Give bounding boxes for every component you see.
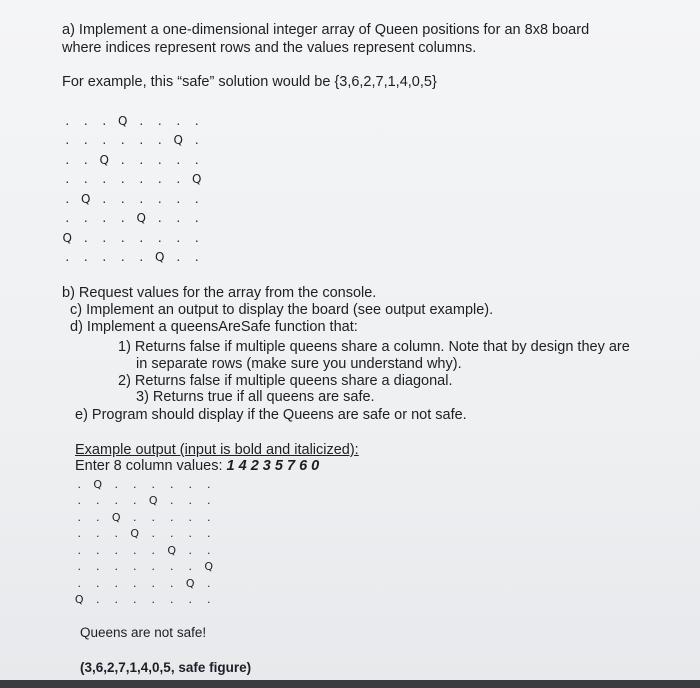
empty-cell: . bbox=[133, 593, 137, 607]
empty-cell: . bbox=[139, 172, 144, 187]
queen-cell: Q bbox=[74, 593, 84, 607]
empty-cell: . bbox=[133, 560, 137, 574]
empty-cell: . bbox=[151, 576, 155, 590]
empty-cell: . bbox=[102, 211, 107, 226]
empty-cell: . bbox=[207, 543, 211, 557]
empty-cell: . bbox=[77, 576, 81, 590]
part-b: b) Request values for the array from the console. bbox=[62, 285, 377, 301]
empty-cell: . bbox=[120, 152, 125, 167]
empty-cell: . bbox=[120, 250, 125, 265]
board-row bbox=[58, 248, 206, 268]
board-row bbox=[58, 170, 206, 190]
empty-cell: . bbox=[96, 560, 100, 574]
example-output-prompt-line bbox=[75, 458, 319, 475]
empty-cell: . bbox=[77, 494, 81, 508]
empty-cell: . bbox=[151, 593, 155, 607]
empty-cell: . bbox=[157, 133, 162, 148]
empty-cell: . bbox=[133, 576, 137, 590]
queen-cell: Q bbox=[148, 494, 158, 508]
empty-cell: . bbox=[151, 543, 155, 557]
empty-cell: . bbox=[170, 494, 174, 508]
empty-cell: . bbox=[194, 211, 199, 226]
empty-cell: . bbox=[114, 477, 118, 491]
empty-cell: . bbox=[176, 113, 181, 128]
empty-cell: . bbox=[139, 113, 144, 128]
board-row bbox=[58, 150, 206, 170]
part-c: c) Implement an output to display the board (see output example). bbox=[70, 302, 494, 318]
empty-cell: . bbox=[96, 494, 100, 508]
queen-board-output bbox=[70, 476, 218, 608]
empty-cell: . bbox=[207, 510, 211, 524]
part-a-example: For example, this “safe” solution would be {3,6,2,7,1,4,0,5} bbox=[62, 74, 437, 90]
empty-cell: . bbox=[188, 593, 192, 607]
queen-cell: Q bbox=[192, 172, 202, 187]
empty-cell: . bbox=[170, 527, 174, 541]
empty-cell: . bbox=[114, 560, 118, 574]
empty-cell: . bbox=[207, 494, 211, 508]
empty-cell: . bbox=[83, 152, 88, 167]
empty-cell: . bbox=[102, 113, 107, 128]
board-row bbox=[58, 111, 206, 131]
empty-cell: . bbox=[176, 152, 181, 167]
empty-cell: . bbox=[77, 560, 81, 574]
empty-cell: . bbox=[65, 113, 70, 128]
part-d1-line1: 1) Returns false if multiple queens share a column. Note that by design they are bbox=[118, 339, 630, 355]
board-row bbox=[70, 575, 218, 592]
empty-cell: . bbox=[139, 250, 144, 265]
empty-cell: . bbox=[207, 576, 211, 590]
empty-cell: . bbox=[133, 494, 137, 508]
board-row bbox=[58, 189, 206, 209]
empty-cell: . bbox=[157, 113, 162, 128]
part-d: d) Implement a queensAreSafe function that: bbox=[70, 319, 358, 335]
empty-cell: . bbox=[83, 230, 88, 245]
empty-cell: . bbox=[188, 510, 192, 524]
part-d3: 3) Returns true if all queens are safe. bbox=[136, 389, 375, 405]
empty-cell: . bbox=[194, 133, 199, 148]
empty-cell: . bbox=[114, 576, 118, 590]
part-e: e) Program should display if the Queens are safe or not safe. bbox=[75, 407, 467, 423]
board-row bbox=[70, 559, 218, 576]
empty-cell: . bbox=[157, 191, 162, 206]
empty-cell: . bbox=[157, 152, 162, 167]
empty-cell: . bbox=[120, 191, 125, 206]
empty-cell: . bbox=[170, 560, 174, 574]
empty-cell: . bbox=[120, 172, 125, 187]
empty-cell: . bbox=[120, 133, 125, 148]
queen-cell: Q bbox=[136, 211, 146, 226]
empty-cell: . bbox=[65, 152, 70, 167]
empty-cell: . bbox=[77, 510, 81, 524]
queen-cell: Q bbox=[155, 250, 165, 265]
empty-cell: . bbox=[83, 250, 88, 265]
board-row bbox=[70, 476, 218, 493]
part-d1-line2: in separate rows (make sure you understand why). bbox=[136, 356, 462, 372]
empty-cell: . bbox=[139, 152, 144, 167]
empty-cell: . bbox=[188, 494, 192, 508]
empty-cell: . bbox=[77, 527, 81, 541]
empty-cell: . bbox=[176, 211, 181, 226]
queen-board-example bbox=[58, 111, 206, 267]
empty-cell: . bbox=[77, 543, 81, 557]
board-row bbox=[70, 542, 218, 559]
empty-cell: . bbox=[65, 250, 70, 265]
empty-cell: . bbox=[139, 191, 144, 206]
example-output-prompt: Enter 8 column values: bbox=[75, 458, 227, 474]
empty-cell: . bbox=[157, 172, 162, 187]
example-output-result: Queens are not safe! bbox=[80, 625, 207, 640]
empty-cell: . bbox=[114, 543, 118, 557]
empty-cell: . bbox=[188, 527, 192, 541]
empty-cell: . bbox=[102, 250, 107, 265]
queen-cell: Q bbox=[185, 576, 195, 590]
part-a-line1: a) Implement a one-dimensional integer array of Queen positions for an 8x8 board bbox=[62, 22, 590, 38]
queen-cell: Q bbox=[62, 230, 72, 245]
empty-cell: . bbox=[188, 560, 192, 574]
empty-cell: . bbox=[96, 510, 100, 524]
empty-cell: . bbox=[133, 510, 137, 524]
empty-cell: . bbox=[65, 172, 70, 187]
empty-cell: . bbox=[120, 211, 125, 226]
empty-cell: . bbox=[96, 576, 100, 590]
queen-cell: Q bbox=[167, 543, 177, 557]
board-row bbox=[70, 493, 218, 510]
empty-cell: . bbox=[170, 477, 174, 491]
part-a-line2: where indices represent rows and the values represent columns. bbox=[62, 40, 477, 56]
queen-cell: Q bbox=[204, 560, 214, 574]
empty-cell: . bbox=[77, 477, 81, 491]
empty-cell: . bbox=[65, 191, 70, 206]
queen-cell: Q bbox=[81, 191, 91, 206]
board-row bbox=[70, 526, 218, 543]
empty-cell: . bbox=[188, 543, 192, 557]
empty-cell: . bbox=[102, 133, 107, 148]
example-output-heading: Example output (input is bold and italicized): bbox=[75, 442, 359, 458]
empty-cell: . bbox=[96, 593, 100, 607]
empty-cell: . bbox=[170, 510, 174, 524]
empty-cell: . bbox=[194, 230, 199, 245]
empty-cell: . bbox=[139, 133, 144, 148]
queen-cell: Q bbox=[111, 510, 121, 524]
board-row bbox=[70, 592, 218, 609]
empty-cell: . bbox=[194, 250, 199, 265]
empty-cell: . bbox=[102, 230, 107, 245]
empty-cell: . bbox=[151, 527, 155, 541]
empty-cell: . bbox=[157, 230, 162, 245]
empty-cell: . bbox=[207, 527, 211, 541]
queen-cell: Q bbox=[130, 527, 140, 541]
board-row bbox=[58, 209, 206, 229]
example-output-note: (3,6,2,7,1,4,0,5, safe figure) bbox=[80, 660, 252, 675]
empty-cell: . bbox=[102, 172, 107, 187]
empty-cell: . bbox=[194, 152, 199, 167]
empty-cell: . bbox=[151, 560, 155, 574]
empty-cell: . bbox=[83, 133, 88, 148]
empty-cell: . bbox=[96, 527, 100, 541]
empty-cell: . bbox=[114, 527, 118, 541]
empty-cell: . bbox=[133, 477, 137, 491]
empty-cell: . bbox=[65, 133, 70, 148]
empty-cell: . bbox=[114, 494, 118, 508]
example-output-input: 1 4 2 3 5 7 6 0 bbox=[226, 458, 320, 474]
empty-cell: . bbox=[176, 230, 181, 245]
queen-cell: Q bbox=[99, 152, 109, 167]
empty-cell: . bbox=[96, 543, 100, 557]
empty-cell: . bbox=[83, 113, 88, 128]
empty-cell: . bbox=[176, 191, 181, 206]
empty-cell: . bbox=[170, 593, 174, 607]
empty-cell: . bbox=[83, 211, 88, 226]
empty-cell: . bbox=[176, 250, 181, 265]
empty-cell: . bbox=[114, 593, 118, 607]
board-row bbox=[58, 131, 206, 151]
empty-cell: . bbox=[207, 477, 211, 491]
screen-bottom-edge bbox=[0, 680, 700, 688]
queen-cell: Q bbox=[118, 113, 128, 128]
queen-cell: Q bbox=[93, 477, 103, 491]
empty-cell: . bbox=[139, 230, 144, 245]
board-row bbox=[70, 509, 218, 526]
empty-cell: . bbox=[188, 477, 192, 491]
queen-cell: Q bbox=[173, 133, 183, 148]
empty-cell: . bbox=[157, 211, 162, 226]
empty-cell: . bbox=[65, 211, 70, 226]
empty-cell: . bbox=[102, 191, 107, 206]
empty-cell: . bbox=[207, 593, 211, 607]
empty-cell: . bbox=[176, 172, 181, 187]
empty-cell: . bbox=[194, 191, 199, 206]
part-d2: 2) Returns false if multiple queens share a diagonal. bbox=[118, 373, 453, 389]
empty-cell: . bbox=[133, 543, 137, 557]
empty-cell: . bbox=[120, 230, 125, 245]
empty-cell: . bbox=[194, 113, 199, 128]
empty-cell: . bbox=[170, 576, 174, 590]
empty-cell: . bbox=[151, 510, 155, 524]
empty-cell: . bbox=[83, 172, 88, 187]
empty-cell: . bbox=[151, 477, 155, 491]
board-row bbox=[58, 228, 206, 248]
